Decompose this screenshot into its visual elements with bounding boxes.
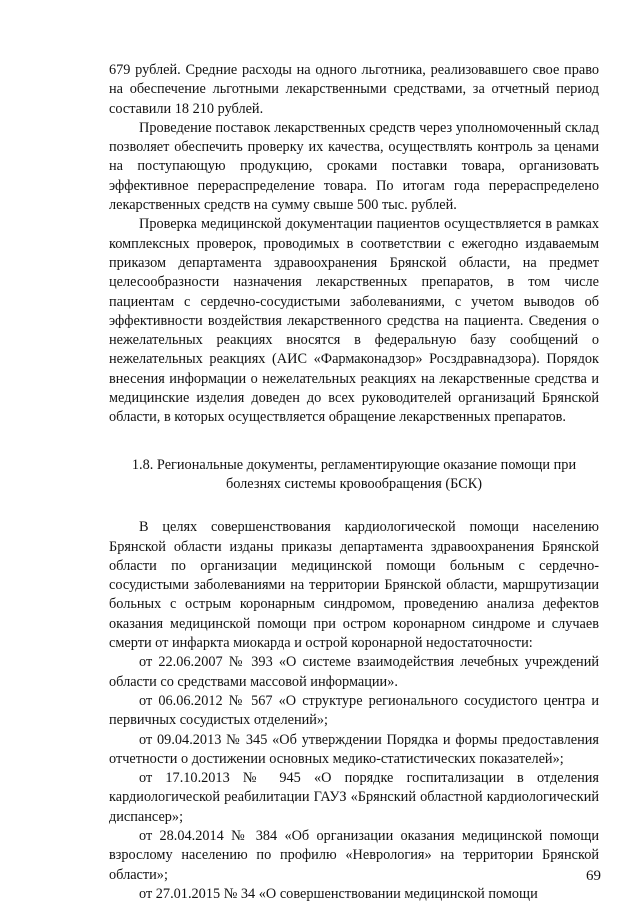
section-heading: 1.8. Региональные документы, регламентирующие оказание помощи при болезнях системы кровообращения (БСК) xyxy=(131,456,577,492)
order-item: от 17.10.2013 № 945 «О порядке госпитализации в отделения кардиологической реабилитации ГАУЗ «Брянский областной кардиологический диспансер»; xyxy=(109,770,599,825)
order-item: от 28.04.2014 № 384 «Об организации оказания медицинской помощи взрослому населению по профилю «Неврология» на территории Брянской области»; xyxy=(109,827,599,883)
order-item: от 22.06.2007 № 393 «О системе взаимодействия лечебных учреждений области со средствами массовой информации». xyxy=(109,654,599,690)
order-item: от 27.01.2015 № 34 «О совершенствовании медицинской помощи xyxy=(139,885,538,902)
body-text xyxy=(109,61,599,904)
paragraph-supply: Проведение поставок лекарственных средств через уполномоченный склад позволяет обеспечить проверку их качества, осуществлять контроль за ценами на поступающую продукцию, сроками поставки товара, организовать эффективное перераспределение товара. По итогам года перераспределено лекарственных средств на сумму свыше 500 тыс. рублей. xyxy=(109,119,599,214)
paragraph-inspection: Проверка медицинской документации пациентов осуществляется в рамках комплексных проверок, проводимых в соответствии с ежегодно издаваемым приказом департамента здравоохранения Брянской области, на предмет целесообразности назначения лекарственных препаратов, в том числе пациентам с сердечно-сосудистыми заболеваниями, с учетом выводов об эффективности воздействия лекарственного средства на пациента. Сведения о нежелательных реакциях вносятся в федеральную базу сообщений о нежелательных реакциях (АИС «Фармаконадзор» Росздравнадзора). Порядок внесения информации о нежелательных реакциях на лекарственные средства и медицинские изделия доведен до всех руководителей организаций Брянской области, в которых осуществляется обращение лекарственных препаратов. xyxy=(109,216,599,426)
page-number: 69 xyxy=(586,868,601,884)
order-item: от 06.06.2012 № 567 «О структуре регионального сосудистого центра и первичных сосудистых отделений»; xyxy=(109,692,599,729)
order-item: от 09.04.2013 № 345 «Об утверждении Порядка и формы предоставления отчетности о достижении основных медико-статистических показателей»; xyxy=(109,731,599,767)
paragraph-intro: В целях совершенствования кардиологической помощи населению Брянской области изданы приказы департамента здравоохранения Брянской области по организации медицинской помощи больным с сердечно-сосудистыми заболеваниями на территории Брянской области, маршрутизации больных с острым коронарным синдромом, проведению анализа дефектов оказания медицинской помощи при остром коронарном синдроме и случаев смерти от инфаркта миокарда и острой коронарной недостаточности: xyxy=(109,519,599,652)
paragraph-continuation: 679 рублей. Средние расходы на одного льготника, реализовавшего свое право на обеспечение льготными лекарственными средствами, за отчетный период составили 18 210 рублей. xyxy=(109,62,599,117)
